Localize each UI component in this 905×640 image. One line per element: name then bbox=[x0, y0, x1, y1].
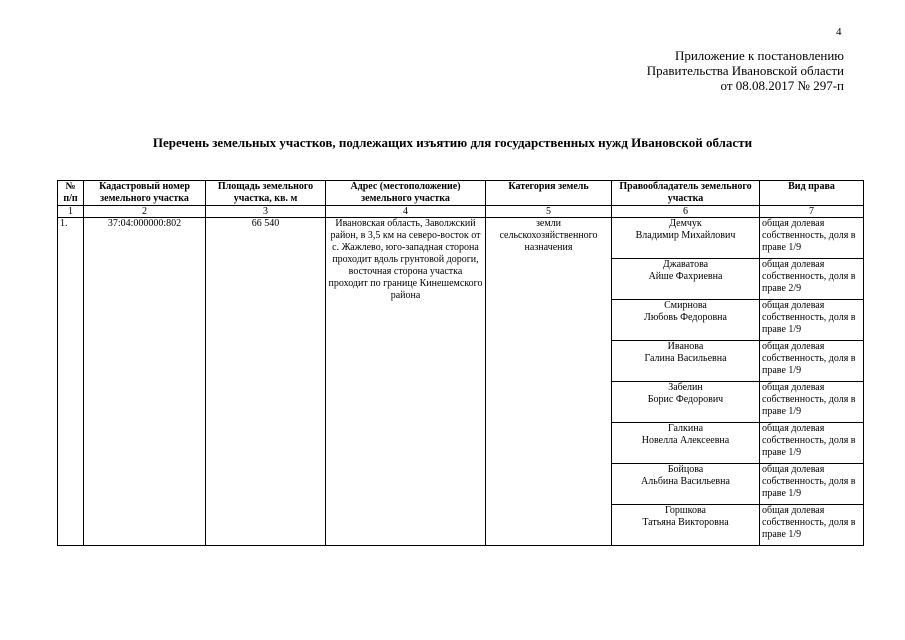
owner-name bbox=[612, 341, 760, 382]
column-number-row bbox=[58, 206, 864, 218]
ownership-right: общая долевая собственность, доля в праве 1/9 bbox=[760, 464, 864, 505]
owner-given-names: Альбина Васильевна bbox=[641, 476, 730, 487]
owner-given-names: Новелла Алексеевна bbox=[641, 435, 730, 446]
land-category: земли сельскохозяйственного назначения bbox=[486, 218, 612, 546]
owner-name bbox=[612, 218, 760, 259]
page-number: 4 bbox=[836, 26, 842, 38]
column-number: 6 bbox=[612, 206, 760, 218]
table-row bbox=[58, 218, 864, 259]
column-number: 1 bbox=[58, 206, 84, 218]
owner-given-names: Любовь Федоровна bbox=[644, 312, 727, 323]
owner-given-names: Владимир Михайлович bbox=[635, 230, 736, 241]
owner-name bbox=[612, 464, 760, 505]
header-cadastral: Кадастровый номер земельного участка bbox=[84, 181, 206, 206]
header-num: № п/п bbox=[58, 181, 84, 206]
owner-surname: Демчук bbox=[669, 218, 702, 229]
column-number: 2 bbox=[84, 206, 206, 218]
owner-surname: Бойцова bbox=[667, 464, 704, 475]
owner-name bbox=[612, 423, 760, 464]
ownership-right: общая долевая собственность, доля в праве 1/9 bbox=[760, 505, 864, 546]
appendix-line-3: от 08.08.2017 № 297-п bbox=[720, 78, 844, 93]
land-plots-table bbox=[57, 180, 864, 546]
owner-given-names: Татьяна Викторовна bbox=[642, 517, 729, 528]
owner-surname: Иванова bbox=[667, 341, 704, 352]
ownership-right: общая долевая собственность, доля в праве 1/9 bbox=[760, 341, 864, 382]
ownership-right: общая долевая собственность, доля в праве 1/9 bbox=[760, 382, 864, 423]
appendix-line-1: Приложение к постановлению bbox=[674, 48, 844, 63]
plot-address: Ивановская область, Заволжский район, в 3,5 км на северо-восток от с. Жажлево, юго-западная сторона проходит вдоль грунтовой дороги, восточная сторона участка проходит по границе Кинешемского района bbox=[326, 218, 486, 546]
column-number: 4 bbox=[326, 206, 486, 218]
header-right: Вид права bbox=[760, 181, 864, 206]
owner-surname: Забелин bbox=[668, 382, 703, 393]
ownership-right: общая долевая собственность, доля в праве 2/9 bbox=[760, 259, 864, 300]
owner-surname: Джаватова bbox=[662, 259, 709, 270]
cadastral-number: 37:04:000000:802 bbox=[84, 218, 206, 546]
document-title: Перечень земельных участков, подлежащих изъятию для государственных нужд Ивановской области bbox=[152, 135, 753, 150]
header-address: Адрес (местоположение) земельного участка bbox=[326, 181, 486, 206]
row-number: 1. bbox=[58, 218, 84, 546]
appendix-note bbox=[647, 48, 844, 93]
ownership-right: общая долевая собственность, доля в праве 1/9 bbox=[760, 218, 864, 259]
owner-given-names: Борис Федорович bbox=[647, 394, 724, 405]
owner-name bbox=[612, 259, 760, 300]
owner-surname: Галкина bbox=[667, 423, 704, 434]
header-owner: Правообладатель земельного участка bbox=[612, 181, 760, 206]
header-category: Категория земель bbox=[486, 181, 612, 206]
plot-area: 66 540 bbox=[206, 218, 326, 546]
owner-surname: Смирнова bbox=[664, 300, 707, 311]
column-number: 7 bbox=[760, 206, 864, 218]
owner-name bbox=[612, 505, 760, 546]
appendix-line-2: Правительства Ивановской области bbox=[646, 63, 844, 78]
owner-given-names: Айше Фахриевна bbox=[648, 271, 723, 282]
table-header-row bbox=[58, 181, 864, 206]
ownership-right: общая долевая собственность, доля в праве 1/9 bbox=[760, 300, 864, 341]
owner-name bbox=[612, 382, 760, 423]
ownership-right: общая долевая собственность, доля в праве 1/9 bbox=[760, 423, 864, 464]
owner-given-names: Галина Васильевна bbox=[644, 353, 727, 364]
owner-surname: Горшкова bbox=[665, 505, 706, 516]
column-number: 3 bbox=[206, 206, 326, 218]
column-number: 5 bbox=[486, 206, 612, 218]
owner-name bbox=[612, 300, 760, 341]
header-area: Площадь земельного участка, кв. м bbox=[206, 181, 326, 206]
